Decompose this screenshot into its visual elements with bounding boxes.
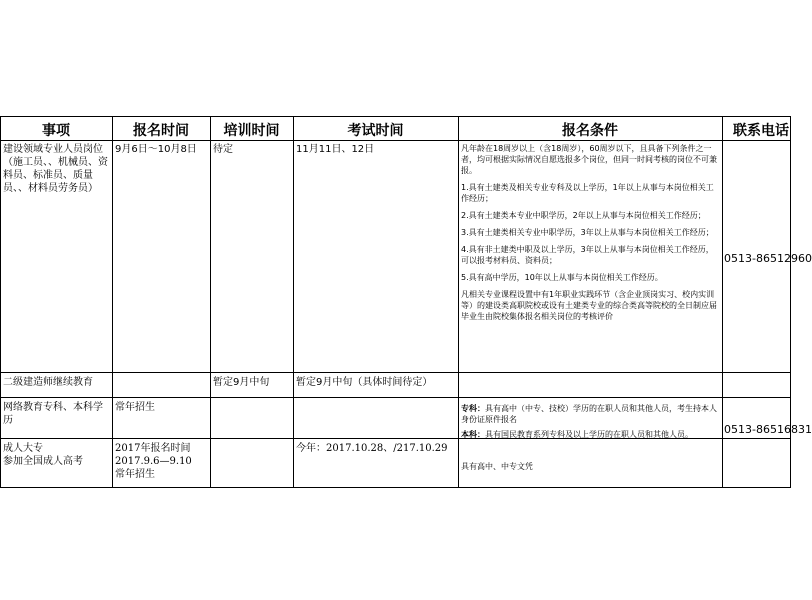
condition-specialist — [461, 403, 720, 425]
row3-phone: 0513-86516831 — [724, 423, 812, 436]
row4-conditions: 具有高中、中专文凭 — [461, 462, 533, 471]
row3-item: 网络教育专科、本科学历 — [3, 402, 103, 426]
header-phone: 联系电话 — [733, 123, 789, 139]
row4-reg-line: 常年招生 — [115, 469, 155, 480]
row4-item — [1, 440, 112, 470]
condition-item: 1.具有土建类及相关专业专科及以上学历，1年以上从事与本岗位相关工作经历； — [461, 183, 714, 203]
row2-item: 二级建造师继续教育 — [3, 377, 93, 388]
rule — [0, 397, 790, 398]
condition-item: 4.具有非土建类中职及以上学历，3年以上从事与本岗位相关工作经历，可以报考材料员、资料员； — [461, 245, 714, 265]
condition-item: 3.具有土建类相关专业中职学历，3年以上从事与本岗位相关工作经历； — [461, 228, 714, 237]
rule — [0, 116, 790, 117]
rule — [0, 487, 790, 488]
text-specialist: 具有高中（中专、技校）学历的在职人员和其他人员，考生持本人身份证原件报名 — [461, 404, 717, 424]
label-specialist: 专科： — [461, 404, 485, 413]
header-train-time: 培训时间 — [223, 123, 280, 139]
row1-reg-time: 9月6日～10月8日 — [115, 144, 197, 155]
row3-reg-time: 常年招生 — [115, 402, 155, 413]
condition-item: 2.具有土建类本专业中职学历，2年以上从事与本岗位相关工作经历； — [461, 211, 706, 220]
row4-exam-time: 今年：2017.10.28、/217.10.29 — [296, 443, 448, 454]
row4-item-line: 参加全国成人高考 — [3, 456, 83, 467]
condition-item: 5.具有高中学历，10年以上从事与本岗位相关工作经历。 — [461, 273, 663, 282]
rule — [0, 372, 790, 373]
row2-exam-time: 暂定9月中旬（具体时间待定） — [296, 377, 433, 388]
row1-exam-time: 11月11日、12日 — [296, 144, 375, 155]
row1-train-time: 待定 — [213, 144, 233, 155]
rule — [293, 116, 294, 488]
header-conditions: 报名条件 — [562, 123, 618, 139]
rule — [210, 116, 211, 488]
row4-reg-line: 2017.9.6—9.10 — [115, 456, 192, 467]
condition-note: 凡相关专业课程设置中有1年职业实践环节（含企业顶岗实习、校内实训等）的建设类高职院校或设有土建类专业的综合类高等院校的全日制应届毕业生由院校集体报名相关岗位的考核评价 — [461, 290, 717, 321]
condition-intro: 凡年龄在18周岁以上（含18周岁），60周岁以下，且具备下列条件之一者，均可根据实际情况自愿选报多个岗位，但同一时间考核的岗位不可兼报。 — [461, 144, 717, 175]
label-bachelor: 本科： — [461, 430, 485, 439]
text-bachelor: 具有国民教育系列专科及以上学历的在职人员和其他人员。 — [485, 430, 693, 439]
row1-conditions — [459, 141, 722, 372]
condition-bachelor — [461, 429, 720, 440]
row4-reg-time — [113, 440, 210, 483]
row3-conditions — [459, 401, 722, 442]
row1-item: 建设领域专业人员岗位（施工员、、机械员、资料员、标准员、质量员、、材料员劳务员） — [3, 144, 108, 194]
row4-reg-line: 2017年报名时间 — [115, 443, 191, 454]
header-exam-time: 考试时间 — [347, 123, 404, 139]
rule — [112, 116, 113, 488]
header-item: 事项 — [42, 123, 70, 139]
row4-item-line: 成人大专 — [3, 443, 43, 454]
header-reg-time: 报名时间 — [133, 123, 189, 139]
row1-phone: 0513-86512960 — [724, 252, 812, 265]
row2-train-time: 暂定9月中旬 — [213, 377, 270, 388]
